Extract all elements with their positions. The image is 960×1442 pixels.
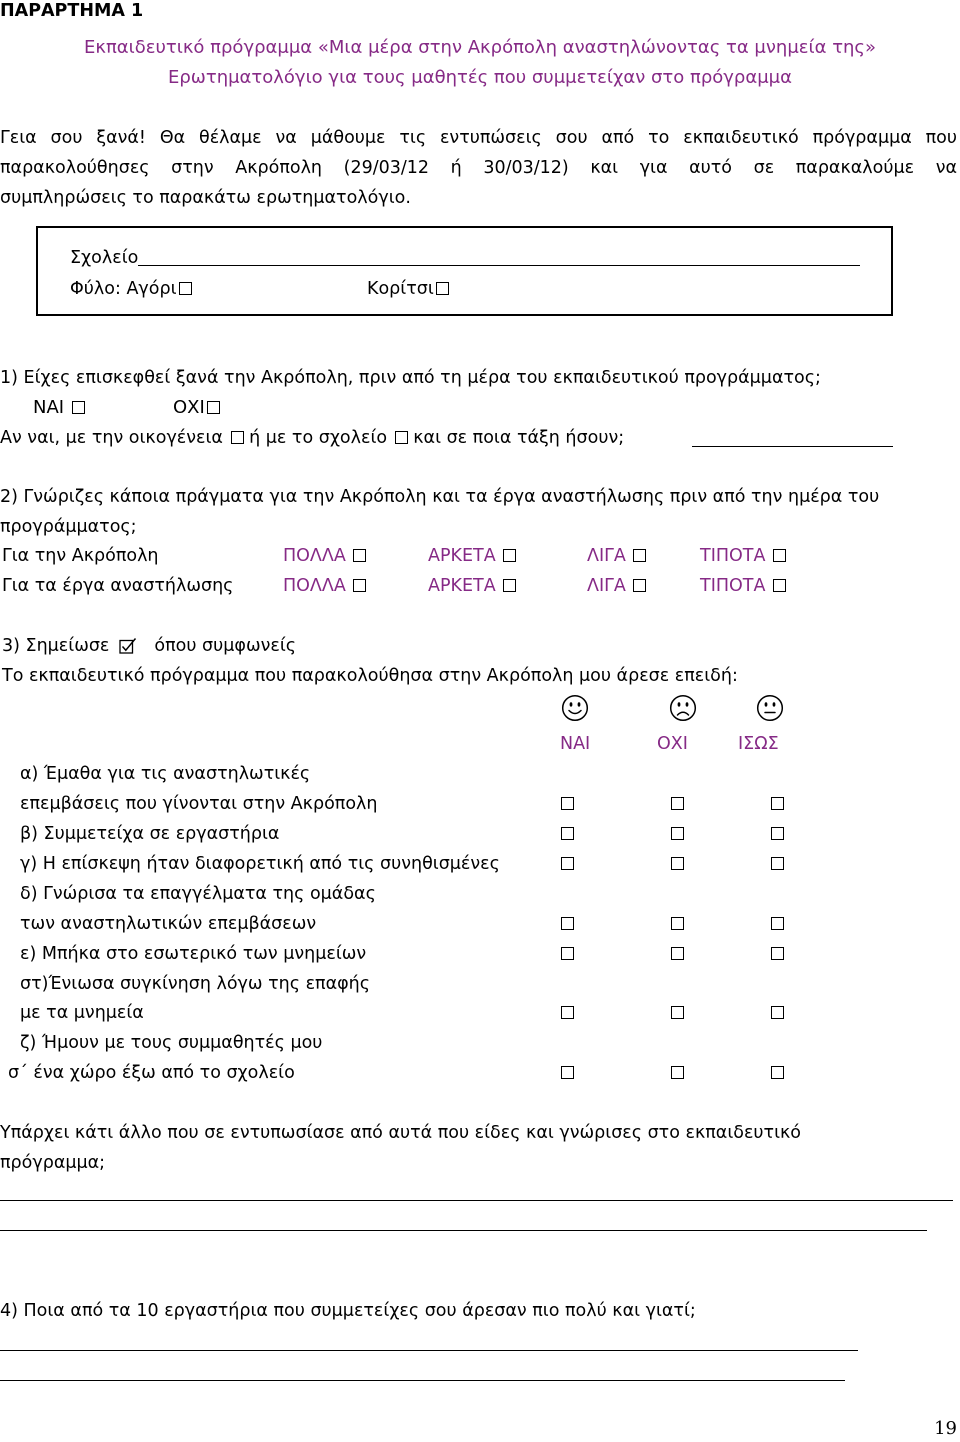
column-header-yes: ΝΑΙ: [560, 734, 591, 754]
item-e-yes-checkbox: [561, 947, 574, 960]
item-d-maybe-checkbox: [771, 917, 784, 930]
item-c-yes-checkbox: [561, 857, 574, 870]
q2-restoration-many-checkbox: [353, 579, 366, 592]
item-z-no-checkbox: [671, 1066, 684, 1079]
student-info-box: [36, 226, 893, 316]
q1-yes-label: ΝΑΙ: [33, 397, 65, 418]
q4-answer-line-1: [0, 1350, 858, 1351]
option-label: ΤΙΠΟΤΑ: [700, 576, 766, 596]
q1-followup-school: ή με το σχολείο: [249, 428, 388, 448]
option-label: ΑΡΚΕΤΑ: [428, 546, 496, 566]
item-st-yes-checkbox: [561, 1006, 574, 1019]
smiley-neutral-icon: [756, 694, 784, 722]
question-2-line-2: προγράμματος;: [0, 517, 137, 537]
q1-followup-class: και σε ποια τάξη ήσουν;: [413, 428, 625, 448]
open-answer-line-2: [0, 1230, 927, 1231]
intro-line-3: συμπληρώσεις το παρακάτω ερωτηματολόγιο.: [0, 188, 411, 208]
girl-checkbox: [436, 282, 449, 295]
item-a-maybe-checkbox: [771, 797, 784, 810]
item-d-yes-checkbox: [561, 917, 574, 930]
q1-followup-family: Αν ναι, με την οικογένεια: [0, 428, 223, 448]
item-d-no-checkbox: [671, 917, 684, 930]
school-row: [70, 247, 860, 269]
q2-acropolis-enough-checkbox: [503, 549, 516, 562]
smiley-sad-icon: [669, 694, 697, 722]
option-label: ΠΟΛΛΑ: [283, 546, 346, 566]
q1-family-checkbox: [231, 431, 244, 444]
q2-acropolis-option-enough: [428, 545, 516, 567]
q2-acropolis-nothing-checkbox: [773, 549, 786, 562]
question-3-heading: [2, 635, 296, 657]
item-b-no-checkbox: [671, 827, 684, 840]
q2-restoration-option-many: [283, 575, 366, 597]
question-1: 1) Είχες επισκεφθεί ξανά την Ακρόπολη, πριν από τη μέρα του εκπαιδευτικού προγράμματος;: [0, 368, 821, 388]
boy-checkbox: [179, 282, 192, 295]
agreement-item-d-line-1: δ) Γνώρισα τα επαγγέλματα της ομάδας: [20, 884, 376, 904]
program-title: Εκπαιδευτικό πρόγραμμα «Μια μέρα στην Ακρόπολη αναστηλώνοντας τα μνημεία της»: [83, 37, 877, 58]
q2-restoration-few-checkbox: [633, 579, 646, 592]
q2-acropolis-option-many: [283, 545, 366, 567]
appendix-label: ΠΑΡΑΡΤΗΜΑ 1: [0, 1, 144, 21]
item-b-yes-checkbox: [561, 827, 574, 840]
item-c-maybe-checkbox: [771, 857, 784, 870]
q1-no-option: [173, 397, 220, 419]
item-a-yes-checkbox: [561, 797, 574, 810]
question-3-intro: Το εκπαιδευτικό πρόγραμμα που παρακολούθησα στην Ακρόπολη μου άρεσε επειδή:: [2, 666, 738, 686]
open-answer-line-1: [0, 1200, 953, 1201]
q1-yes-checkbox: [72, 401, 85, 414]
q2-restoration-option-nothing: [700, 575, 786, 597]
q3-heading-before: 3) Σημείωσε: [2, 636, 110, 656]
question-2-line-1: 2) Γνώριζες κάποια πράγματα για την Ακρόπολη και τα έργα αναστήλωσης πριν από την ημέρα του: [0, 487, 880, 507]
gender-row: [70, 278, 192, 300]
q2-acropolis-option-nothing: [700, 545, 786, 567]
agreement-item-b: β) Συμμετείχα σε εργαστήρια: [20, 824, 280, 844]
school-answer-line: [138, 247, 860, 266]
agreement-item-a-line-2: επεμβάσεις που γίνονται στην Ακρόπολη: [20, 794, 378, 814]
item-st-maybe-checkbox: [771, 1006, 784, 1019]
item-e-no-checkbox: [671, 947, 684, 960]
q2-restoration-option-enough: [428, 575, 516, 597]
smiley-happy-icon: [561, 694, 589, 722]
agreement-item-st-line-2: με τα μνημεία: [20, 1003, 144, 1023]
q1-no-label: ΟΧΙ: [173, 397, 205, 418]
option-label: ΑΡΚΕΤΑ: [428, 576, 496, 596]
agreement-item-z-line-1: ζ) Ήμουν με τους συμμαθητές μου: [20, 1033, 323, 1053]
option-label: ΠΟΛΛΑ: [283, 576, 346, 596]
item-b-maybe-checkbox: [771, 827, 784, 840]
q4-answer-line-2: [0, 1380, 845, 1381]
q2-restoration-nothing-checkbox: [773, 579, 786, 592]
school-label: Σχολείο: [70, 248, 139, 268]
boy-label: Αγόρι: [126, 279, 177, 299]
girl-label: Κορίτσι: [367, 279, 434, 299]
agreement-item-z-line-2: σ΄ ένα χώρο έξω από το σχολείο: [8, 1063, 295, 1083]
intro-line-2: παρακολούθησες στην Ακρόπολη (29/03/12 ή 30/03/12) και για αυτό σε παρακαλούμε να: [0, 158, 957, 178]
q2-restoration-enough-checkbox: [503, 579, 516, 592]
q2-acropolis-many-checkbox: [353, 549, 366, 562]
item-st-no-checkbox: [671, 1006, 684, 1019]
item-z-yes-checkbox: [561, 1066, 574, 1079]
q2-row-label-acropolis: Για την Ακρόπολη: [2, 546, 159, 566]
agreement-item-c: γ) Η επίσκεψη ήταν διαφορετική από τις συνηθισμένες: [20, 854, 500, 874]
column-header-no: ΟΧΙ: [657, 734, 688, 754]
intro-line-1: Γεια σου ξανά! Θα θέλαμε να μάθουμε τις εντυπώσεις σου από το εκπαιδευτικό πρόγραμμα που: [0, 128, 957, 148]
q1-class-answer-line: [692, 446, 893, 447]
agreement-item-a-line-1: α) Έμαθα για τις αναστηλωτικές: [20, 764, 311, 784]
column-header-maybe: ΙΣΩΣ: [738, 734, 779, 754]
q1-followup: [0, 427, 624, 449]
item-a-no-checkbox: [671, 797, 684, 810]
option-label: ΛΙΓΑ: [587, 546, 626, 566]
item-e-maybe-checkbox: [771, 947, 784, 960]
checked-box-icon: [119, 637, 137, 655]
q2-row-label-restoration: Για τα έργα αναστήλωσης: [2, 576, 234, 596]
agreement-item-d-line-2: των αναστηλωτικών επεμβάσεων: [20, 914, 317, 934]
q3-heading-after: όπου συμφωνείς: [154, 636, 297, 656]
q2-acropolis-few-checkbox: [633, 549, 646, 562]
q1-no-checkbox: [207, 401, 220, 414]
girl-option: [367, 278, 449, 300]
gender-label: Φύλο:: [70, 279, 121, 299]
option-label: ΛΙΓΑ: [587, 576, 626, 596]
q1-yes-option: [33, 397, 85, 419]
q2-acropolis-option-few: [587, 545, 646, 567]
agreement-item-e: ε) Μπήκα στο εσωτερικό των μνημείων: [20, 944, 367, 964]
open-question-line-2: πρόγραμμα;: [0, 1153, 106, 1173]
option-label: ΤΙΠΟΤΑ: [700, 546, 766, 566]
question-4: 4) Ποια από τα 10 εργαστήρια που συμμετείχες σου άρεσαν πιο πολύ και γιατί;: [0, 1301, 696, 1321]
item-c-no-checkbox: [671, 857, 684, 870]
page-number: 19: [934, 1418, 957, 1439]
agreement-item-st-line-1: στ)Ένιωσα συγκίνηση λόγω της επαφής: [20, 974, 371, 994]
item-z-maybe-checkbox: [771, 1066, 784, 1079]
questionnaire-subtitle: Ερωτηματολόγιο για τους μαθητές που συμμετείχαν στο πρόγραμμα: [167, 67, 792, 88]
open-question-line-1: Υπάρχει κάτι άλλο που σε εντυπωσίασε από αυτά που είδες και γνώρισες στο εκπαιδευτικό: [0, 1123, 802, 1143]
q1-school-checkbox: [395, 431, 408, 444]
q2-restoration-option-few: [587, 575, 646, 597]
